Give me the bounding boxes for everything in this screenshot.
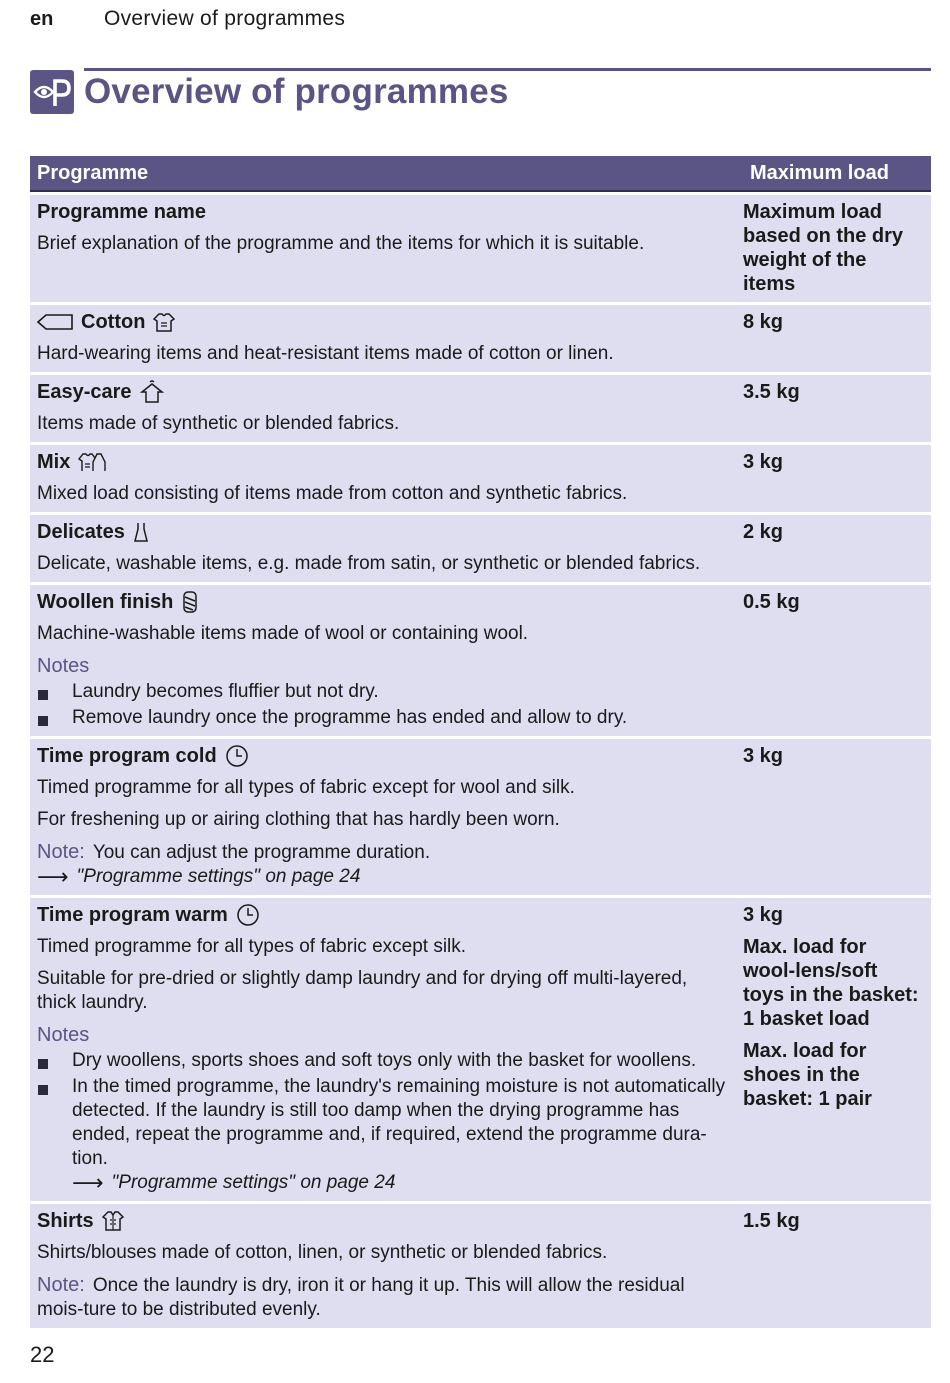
programme-name: Delicates (37, 521, 125, 543)
note-item: Laundry becomes fluffier but not dry. (37, 680, 729, 704)
note-item: In the timed programme, the laundry's remaining moisture is not automatically detected. If the laundry is still too damp when the drying programme has ended, repeat the programme and, if required, extend the programme dura-tion. (37, 1075, 729, 1171)
programme-description: Hard-wearing items and heat-resistant items made of cotton or linen. (37, 343, 614, 364)
programme-name: Time program cold (37, 745, 217, 767)
mix-icon (78, 451, 108, 473)
language-code: en (30, 8, 54, 30)
programme-description: Timed programme for all types of fabric except for wool and silk. (37, 777, 575, 798)
cotton-icon (153, 311, 175, 333)
max-load: 3 kg (743, 451, 784, 473)
programme-name: Shirts (37, 1210, 94, 1232)
programme-name-row (37, 590, 729, 614)
note: Note: Once the laundry is dry, iron it or hang it up. This will allow the residual mois-ture to be distributed evenly. (37, 1274, 685, 1320)
programme-description: Brief explanation of the programme and the items for which it is suitable. (37, 233, 645, 254)
table-row (30, 302, 931, 372)
max-load: 0.5 kg (743, 591, 800, 613)
programme-description: Shirts/blouses made of cotton, linen, or synthetic or blended fabrics. (37, 1242, 608, 1263)
table-row (30, 895, 931, 1201)
column-header-programme: Programme (37, 161, 149, 184)
note-label: Note: (37, 1274, 85, 1296)
note-item: Remove laundry once the programme has ended and allow to dry. (37, 706, 729, 730)
programme-name: Mix (37, 451, 71, 473)
arrow-right-icon: ⟶ (37, 864, 69, 889)
table-row (30, 736, 931, 895)
max-load: Maximum load based on the dry weight of the items (743, 201, 904, 295)
arrow-right-icon: ⟶ (72, 1170, 104, 1195)
max-load: 1.5 kg (743, 1210, 800, 1232)
programme-table (30, 156, 931, 1328)
page-reference: ⟶ "Programme settings" on page 24 (72, 1170, 396, 1195)
programme-name-row (37, 450, 729, 474)
clock-icon (236, 903, 260, 927)
programme-name-row (37, 1209, 729, 1233)
running-title: Overview of programmes (104, 7, 346, 30)
programme-name: Time program warm (37, 904, 228, 926)
max-load-basket: Max. load for wool-lens/soft toys in the basket: 1 basket load (743, 936, 919, 1030)
page-reference: ⟶ "Programme settings" on page 24 (37, 864, 361, 889)
programme-description-2: Suitable for pre-dried or slightly damp laundry and for drying off multi-layered, thick laundry. (37, 968, 688, 1013)
easy-care-icon (140, 380, 164, 404)
max-load-shoes: Max. load for shoes in the basket: 1 pair (743, 1040, 872, 1110)
programme-description: Timed programme for all types of fabric except silk. (37, 936, 467, 957)
title-rule (84, 68, 931, 71)
table-row (30, 192, 931, 302)
note-item: Dry woollens, sports shoes and soft toys only with the basket for woollens. (37, 1049, 729, 1073)
programme-description-2: For freshening up or airing clothing that has hardly been worn. (37, 809, 560, 830)
notes-heading: Notes (37, 655, 90, 677)
programme-name-row (37, 744, 729, 768)
programme-name: Woollen finish (37, 591, 174, 613)
page-title: Overview of programmes (84, 72, 509, 111)
woollen-icon (181, 590, 199, 614)
programme-description: Mixed load consisting of items made from cotton and synthetic fabrics. (37, 483, 628, 504)
programme-description: Machine-washable items made of wool or containing wool. (37, 623, 529, 644)
note: Note: You can adjust the programme duration. (37, 841, 431, 863)
page-number: 22 (30, 1342, 55, 1367)
note-label: Note: (37, 841, 85, 863)
table-row (30, 512, 931, 582)
programme-name-row (37, 310, 729, 334)
max-load: 2 kg (743, 521, 784, 543)
programme-name-row (37, 520, 729, 544)
table-row (30, 442, 931, 512)
programme-description: Delicate, washable items, e.g. made from satin, or synthetic or blended fabrics. (37, 553, 701, 574)
programme-name: Programme name (37, 201, 206, 223)
max-load: 3 kg (743, 745, 784, 767)
max-load: 3 kg (743, 904, 784, 926)
table-row (30, 372, 931, 442)
programme-name-row (37, 903, 729, 927)
shirts-icon (102, 1210, 124, 1232)
table-row (30, 582, 931, 736)
programme-name-row (37, 380, 729, 404)
clock-icon (225, 744, 249, 768)
notes-heading: Notes (37, 1024, 90, 1046)
programme-description: Items made of synthetic or blended fabrics. (37, 413, 400, 434)
cotton-indicator-icon (37, 313, 73, 331)
running-header (30, 7, 345, 35)
table-header (30, 156, 931, 192)
delicates-icon (133, 521, 149, 543)
programme-name: Easy-care (37, 381, 132, 403)
max-load: 3.5 kg (743, 381, 800, 403)
programme-overview-icon (30, 70, 74, 114)
table-row (30, 1201, 931, 1328)
column-header-max-load: Maximum load (750, 161, 889, 184)
programme-name: Cotton (81, 311, 146, 333)
max-load: 8 kg (743, 311, 784, 333)
